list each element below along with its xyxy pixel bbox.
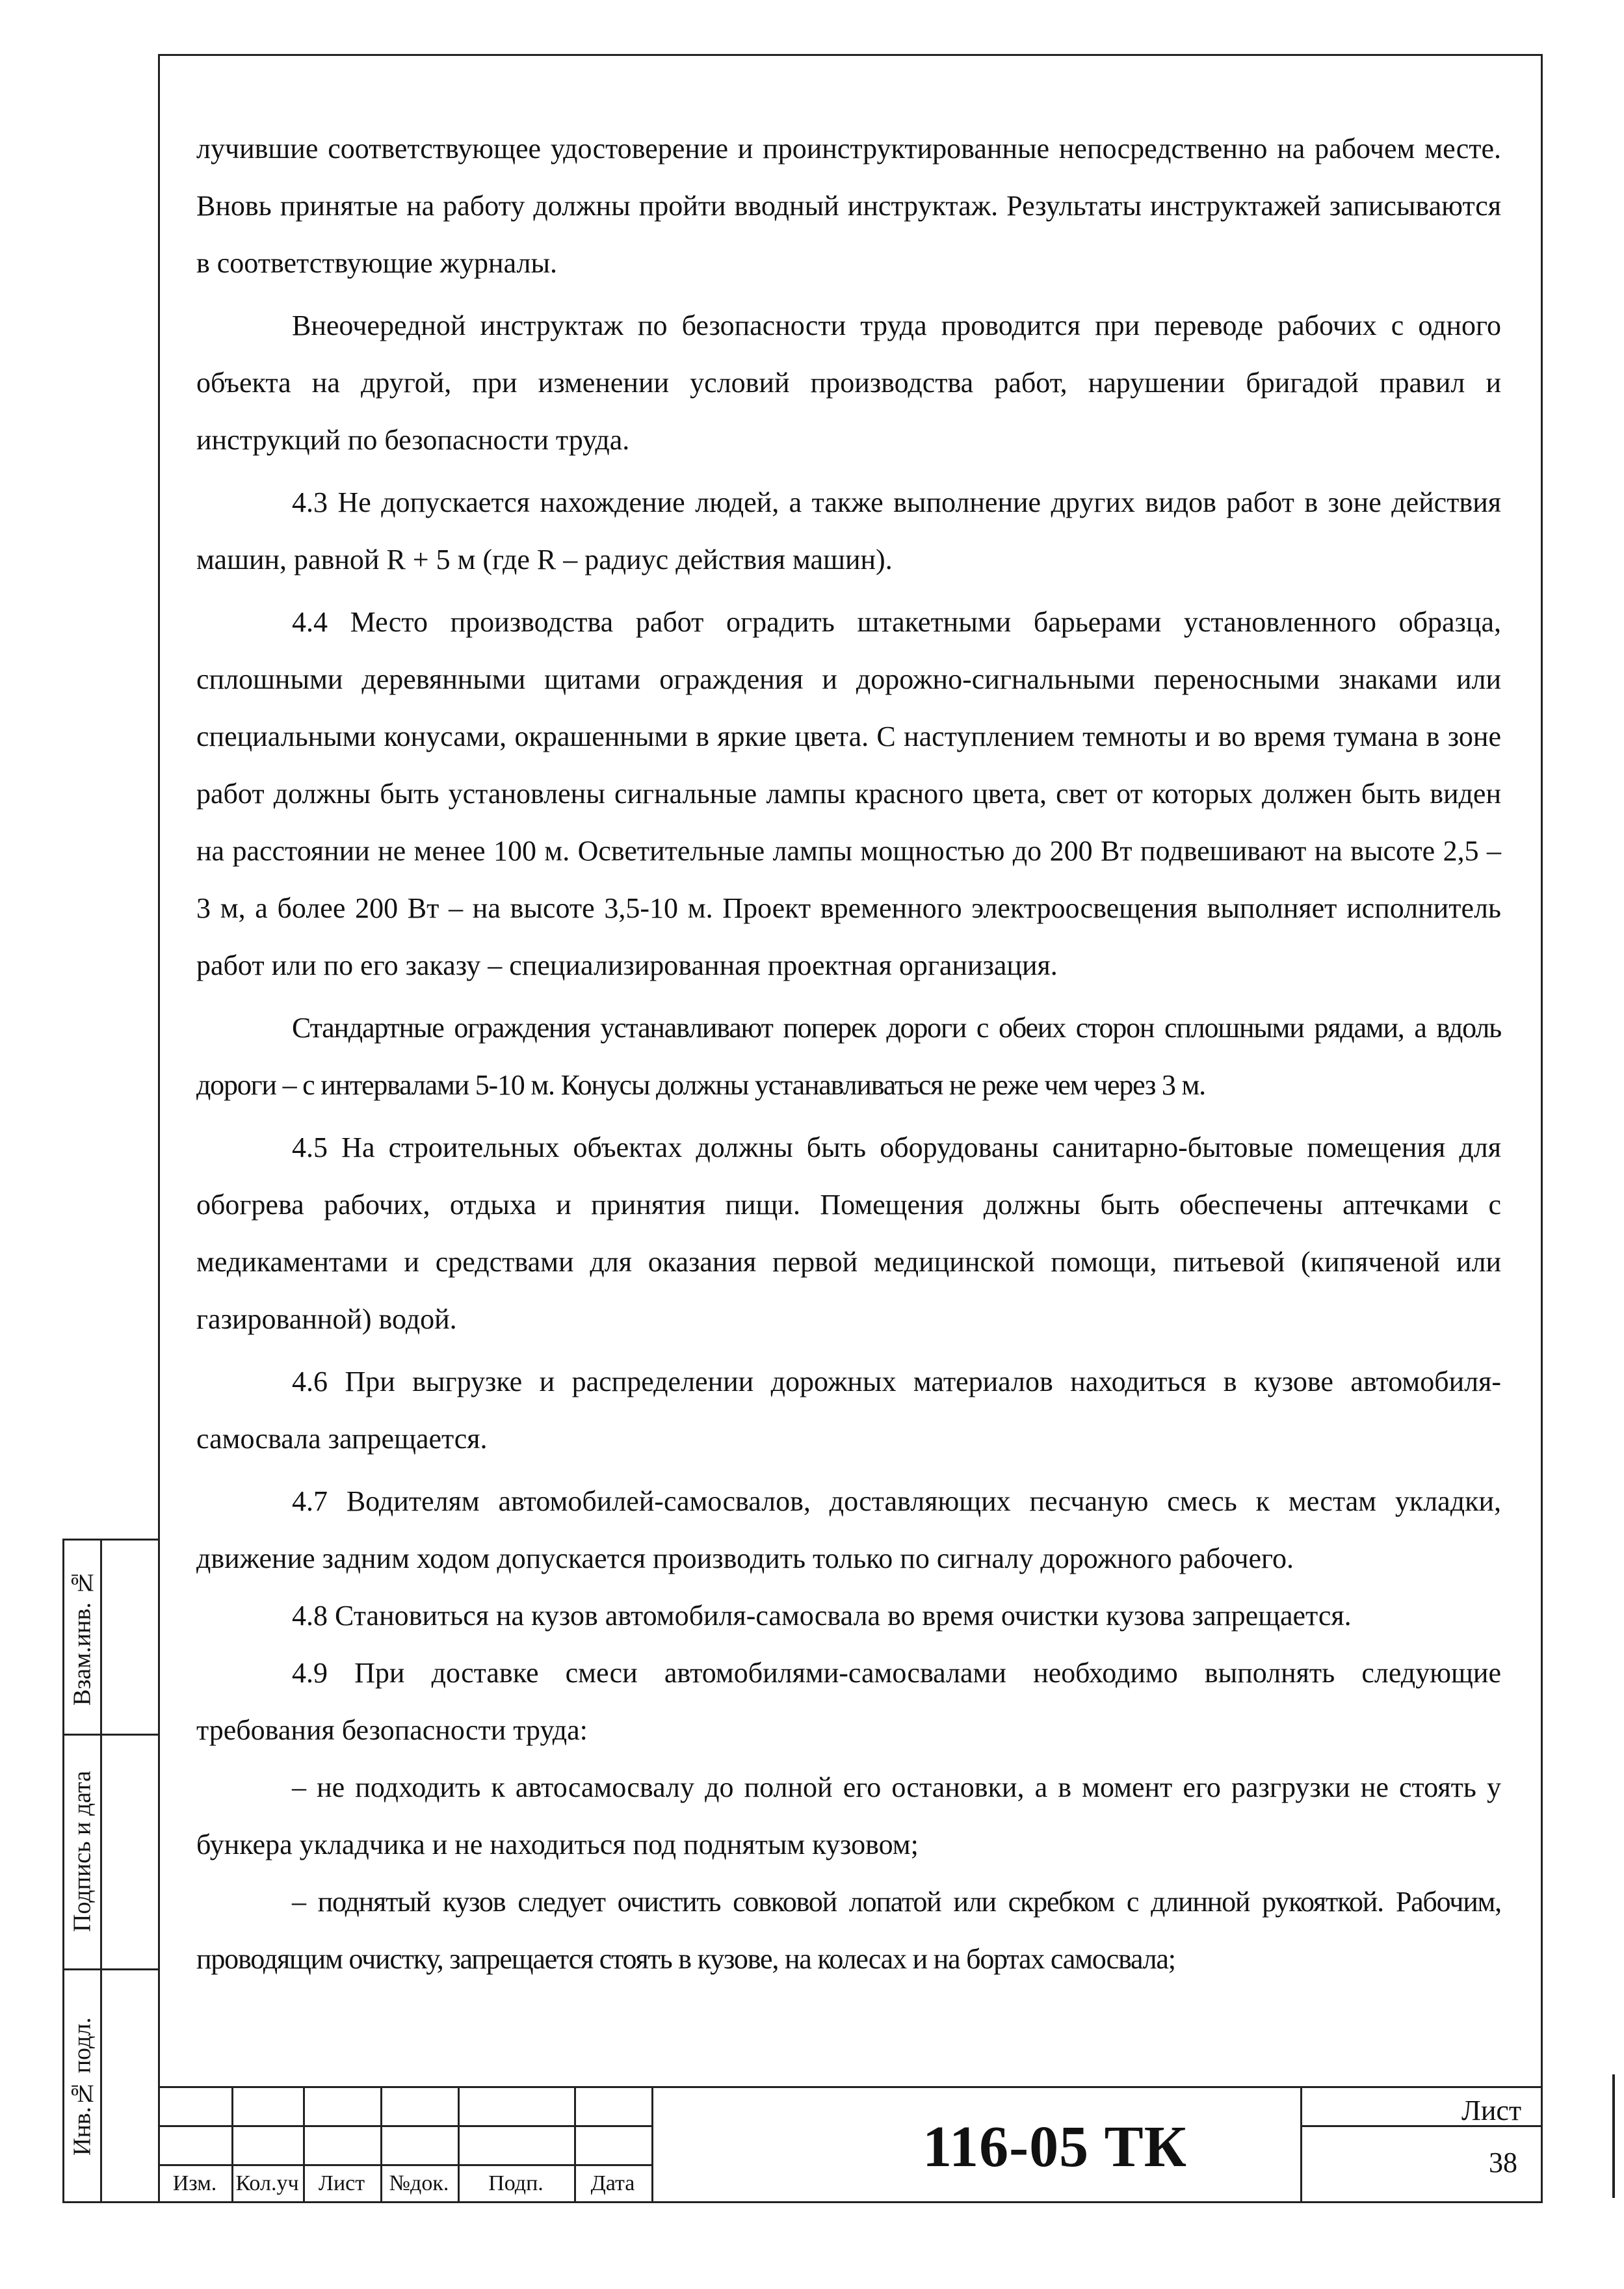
vzam-inv-label: Взам.инв. №: [68, 1568, 96, 1706]
body-text: [196, 120, 1501, 1988]
paragraph-4-4: 4.4 Место производства работ оградить штакетными барьерами установленного образца, сплошными деревянными щитами ограждения и дорожно-сигнальными переносными знаками или специальными конусами, окрашенными в яркие цвета. С наступлением темноты и во время тумана в зоне работ должны быть установлены сигнальные лампы красного цвета, свет от которых должен быть виден на расстоянии не менее 100 м. Осветительные лампы мощностью до 200 Вт подвешивают на высоте 2,5 – 3 м, а более 200 Вт – на высоте 3,5-10 м. Проект временного электроосвещения выполняет исполнитель работ или по его заказу – специализированная проектная организация.: [196, 606, 1501, 981]
paragraph-4-6: 4.6 При выгрузке и распределении дорожных материалов находиться в кузове автомобиля-самосвала запрещается.: [196, 1366, 1501, 1455]
paragraph-continuation: лучившие соответствующее удостоверение и проинструктированные непосредственно на рабочем месте. Вновь принятые на работу должны пройти вводный инструктаж. Результаты инструктажей записываются в соответствующие журналы.: [196, 133, 1501, 279]
list-item-clean-body: – поднятый кузов следует очистить совковой лопатой или скребком с длинной рукояткой. Рабочим, проводящим очистку, запрещается стоять в кузове, на колесах и на бортах самосвала;: [196, 1886, 1501, 1975]
inv-podl-label: Инв.№ подл.: [68, 2017, 96, 2156]
col-data: Дата: [590, 2171, 635, 2195]
paragraph-4-5: 4.5 На строительных объектах должны быть оборудованы санитарно-бытовые помещения для обогрева рабочих, отдыха и принятия пищи. Помещения должны быть обеспечены аптечками с медикаментами и средствами для оказания первой медицинской помощи, питьевой (кипяченой или газированной) водой.: [196, 1131, 1501, 1335]
paragraph-4-7: 4.7 Водителям автомобилей-самосвалов, доставляющих песчаную смесь к местам укладки, движение задним ходом допускается производить только по сигналу дорожного рабочего.: [196, 1485, 1501, 1574]
col-izm: Изм.: [172, 2171, 217, 2195]
podpis-data-label: Подпись и дата: [68, 1770, 96, 1932]
col-podp: Подп.: [488, 2171, 544, 2195]
paragraph-standard-barriers: Стандартные ограждения устанавливают поперек дороги с обеих сторон сплошными рядами, а вдоль дороги – с интервалами 5-10 м. Конусы должны устанавливаться не реже чем через 3 м.: [196, 1012, 1501, 1101]
side-stamp: [62, 1539, 158, 2203]
paragraph-4-9: 4.9 При доставке смеси автомобилями-самосвалами необходимо выполнять следующие требования безопасности труда:: [196, 1657, 1501, 1746]
col-list: Лист: [318, 2171, 365, 2195]
side-stamp-divider: [100, 1541, 102, 2201]
list-item-approach: – не подходить к автосамосвалу до полной его остановки, а в момент его разгрузки не стоять у бункера укладчика и не находиться под поднятым кузовом;: [196, 1771, 1501, 1860]
paragraph-extra-briefing: Внеочередной инструктаж по безопасности труда проводится при переводе рабочих с одного объекта на другой, при изменении условий производства работ, нарушении бригадой правил и инструкций по безопасности труда.: [196, 310, 1501, 456]
sheet-number: 38: [1489, 2147, 1517, 2178]
col-n-dok: №док.: [389, 2171, 449, 2195]
scan-edge-mark: [1612, 2074, 1615, 2198]
paragraph-4-8: 4.8 Становиться на кузов автомобиля-самосвала во время очистки кузова запрещается.: [292, 1600, 1352, 1632]
paragraph-4-3: 4.3 Не допускается нахождение людей, а также выполнение других видов работ в зоне действия машин, равной R + 5 м (где R – радиус действия машин).: [196, 486, 1501, 576]
sheet-label: Лист: [1461, 2095, 1522, 2126]
grid-line: [158, 2164, 651, 2166]
document-number: 116-05 ТК: [923, 2115, 1187, 2179]
col-kol-uch: Кол.уч: [235, 2171, 299, 2195]
grid-line: [158, 2125, 651, 2127]
